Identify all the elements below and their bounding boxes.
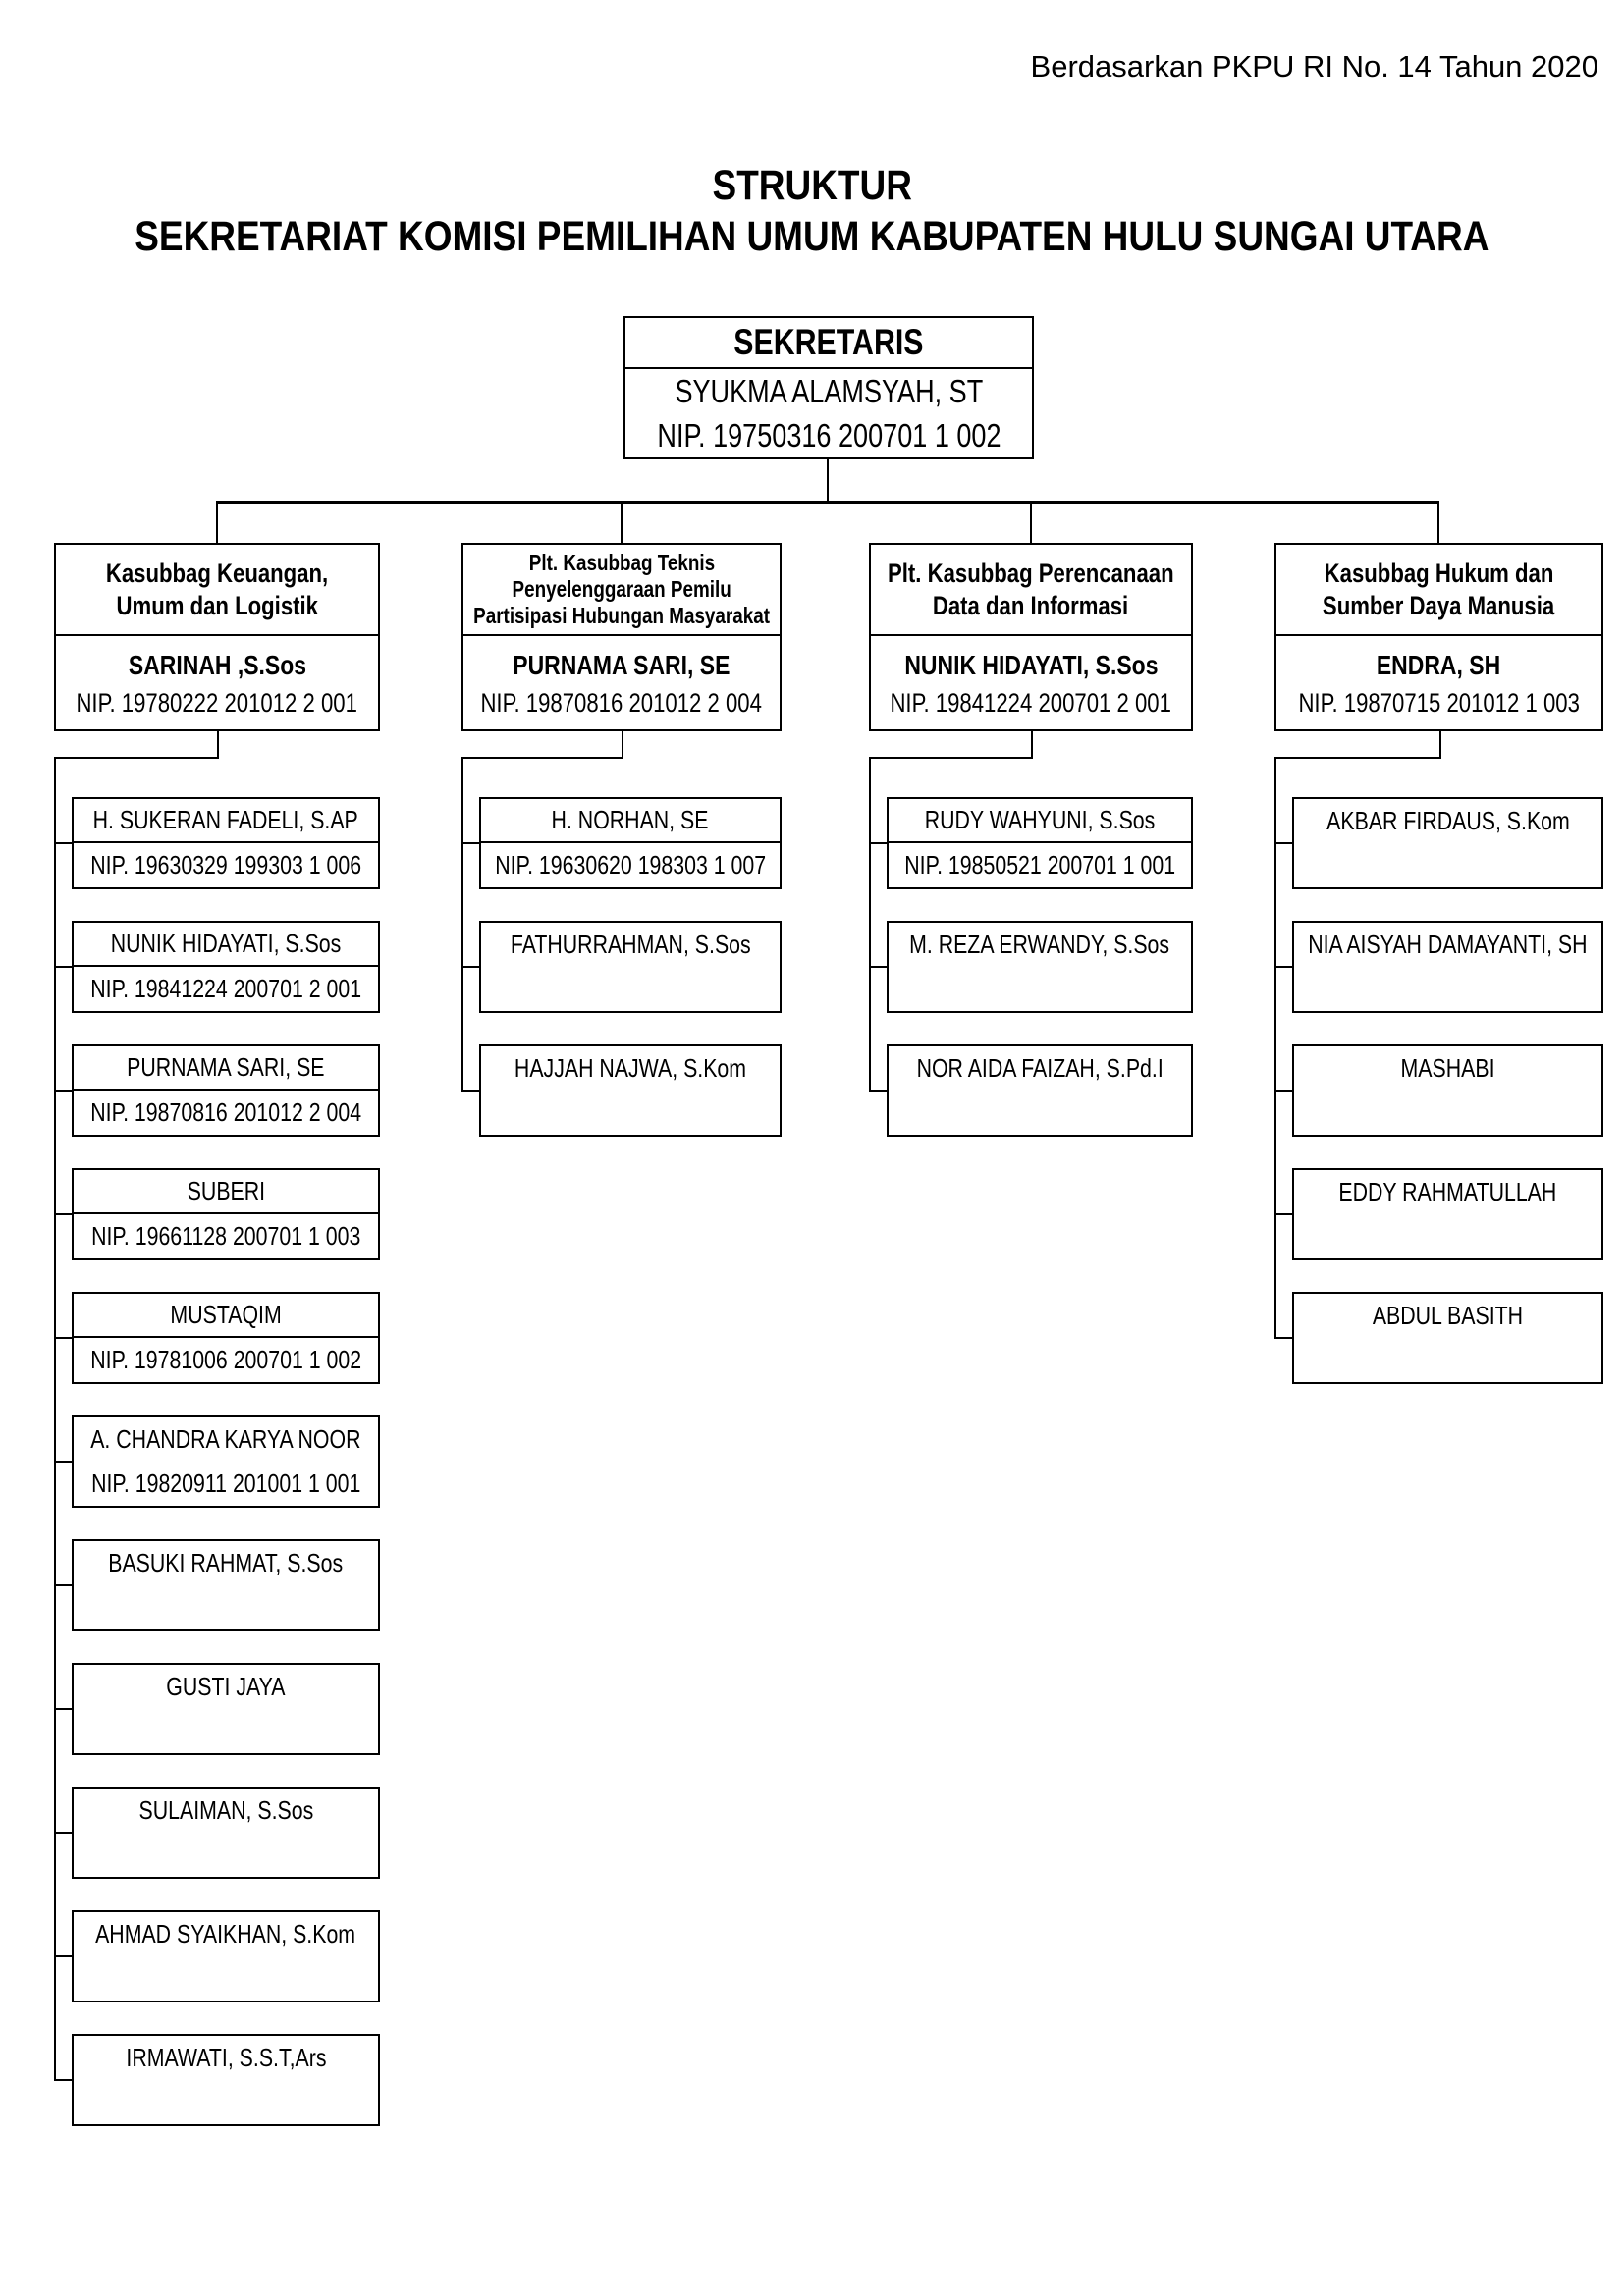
division-title [1276,545,1601,636]
staff-box [72,797,380,889]
staff-name: ABDUL BASITH [1372,1301,1524,1330]
staff-box [1292,1044,1603,1137]
staff-nip [74,1585,378,1629]
division-head-box-hukum [1274,543,1603,731]
staff-nip [74,1833,378,1877]
staff-box [72,1044,380,1137]
division-title-line: Plt. Kasubbag Teknis [528,550,715,575]
connector-head-drop-2 [621,504,623,543]
division-column-perencanaan [869,543,1193,1137]
staff-nip: NIP. 19820911 201001 1 001 [90,1468,361,1498]
staff-box [887,1044,1193,1137]
staff-nip [74,2080,378,2124]
staff-name: H. SUKERAN FADELI, S.AP [74,799,378,843]
staff-box [479,921,782,1013]
page-title-line-2: SEKRETARIAT KOMISI PEMILIHAN UMUM KABUPATEN HULU SUNGAI UTARA [135,213,1489,260]
staff-nip [481,967,780,1011]
division-title-line: Plt. Kasubbag Perencanaan [888,558,1174,588]
connector-head-drop-4 [1437,504,1439,543]
regulation-annotation: Berdasarkan PKPU RI No. 14 Tahun 2020 [1030,49,1598,83]
staff-name: MUSTAQIM [74,1294,378,1338]
head-nip: NIP. 19841224 200701 2 001 [890,687,1172,718]
staff-name: MASHABI [1400,1053,1495,1083]
staff-nip: NIP. 19841224 200701 2 001 [90,974,361,1003]
staff-nip [889,967,1191,1011]
staff-name: RUDY WAHYUNI, S.Sos [889,799,1191,843]
staff-name: HAJJAH NAJWA, S.Kom [514,1053,747,1083]
division-title [871,545,1191,636]
staff-nip: NIP. 19630620 198303 1 007 [495,850,766,880]
sekretaris-title: SEKRETARIS [625,318,1032,369]
staff-nip [74,1956,378,2001]
division-head-box-keuangan [54,543,380,731]
sekretaris-box [623,316,1034,459]
division-title [463,545,780,636]
staff-name: NOR AIDA FAIZAH, S.Pd.I [916,1053,1164,1083]
staff-name: EDDY RAHMATULLAH [1338,1177,1557,1206]
staff-name: H. NORHAN, SE [481,799,780,843]
staff-box [72,1910,380,2002]
page-title-line-1: STRUKTUR [712,162,912,209]
page-title [0,160,1624,262]
head-name: PURNAMA SARI, SE [513,649,731,680]
staff-name: GUSTI JAYA [166,1672,286,1701]
staff-name: NIA AISYAH DAMAYANTI, SH [1308,930,1588,959]
division-head-person [463,636,780,729]
head-name: NUNIK HIDAYATI, S.Sos [903,649,1159,680]
staff-name: AHMAD SYAIKHAN, S.Kom [95,1919,356,1949]
sekretaris-name: SYUKMA ALAMSYAH, ST [675,372,983,409]
connector-elbow [869,731,1193,759]
staff-nip [1294,843,1601,887]
staff-nip: NIP. 19781006 200701 1 002 [90,1345,361,1374]
staff-nip [1294,1091,1601,1135]
division-title-line: Penyelenggaraan Pemilu [512,576,731,602]
staff-box [72,1415,380,1508]
head-nip: NIP. 19870816 201012 2 004 [480,687,763,718]
staff-nip [74,1709,378,1753]
head-nip: NIP. 19780222 201012 2 001 [76,687,358,718]
staff-box [1292,1168,1603,1260]
sekretaris-nip: NIP. 19750316 200701 1 002 [656,416,1001,454]
staff-name: FATHURRAHMAN, S.Sos [510,930,751,959]
connector-elbow [461,731,782,759]
division-title-line: Partisipasi Hubungan Masyarakat [473,603,770,628]
staff-box [72,1787,380,1879]
connector-head-drop-1 [216,504,218,543]
division-column-keuangan [54,543,380,2126]
connector-root-drop [827,457,829,503]
staff-box [72,1168,380,1260]
head-name: SARINAH ,S.Sos [128,649,306,680]
staff-box [479,797,782,889]
staff-box [1292,1292,1603,1384]
staff-name: M. REZA ERWANDY, S.Sos [909,930,1170,959]
division-head-box-teknis [461,543,782,731]
staff-nip [889,1091,1191,1135]
connector-main-horizontal [216,501,1439,504]
connector-elbow [1274,731,1603,759]
staff-box [479,1044,782,1137]
staff-name: PURNAMA SARI, SE [74,1046,378,1091]
division-column-teknis [461,543,782,1137]
connector-elbow [54,731,380,759]
staff-name: NUNIK HIDAYATI, S.Sos [74,923,378,967]
staff-nip: NIP. 19850521 200701 1 001 [904,850,1175,880]
staff-box [72,2034,380,2126]
staff-nip: NIP. 19870816 201012 2 004 [90,1097,361,1127]
staff-nip [1294,967,1601,1011]
division-column-hukum [1274,543,1603,1384]
staff-box [1292,921,1603,1013]
connector-head-drop-3 [1030,504,1032,543]
staff-box [72,1292,380,1384]
staff-box [72,1539,380,1631]
connector-rail [461,759,463,1091]
division-title-line: Umum dan Logistik [116,590,318,620]
staff-nip [1294,1214,1601,1258]
staff-nip [481,1091,780,1135]
connector-rail [54,759,56,2080]
division-title-line: Kasubbag Hukum dan [1324,558,1554,588]
division-head-box-perencanaan [869,543,1193,731]
staff-name: SUBERI [74,1170,378,1214]
staff-name: BASUKI RAHMAT, S.Sos [108,1548,344,1577]
staff-name: IRMAWATI, S.S.T,Ars [125,2043,327,2072]
head-nip: NIP. 19870715 201012 1 003 [1298,687,1580,718]
staff-box [72,921,380,1013]
staff-box [72,1663,380,1755]
staff-name: AKBAR FIRDAUS, S.Kom [1326,806,1570,835]
connector-rail [1274,759,1276,1338]
division-head-person [1276,636,1601,729]
staff-nip: NIP. 19661128 200701 1 003 [90,1221,361,1251]
division-title [56,545,378,636]
connector-rail [869,759,871,1091]
staff-name: A. CHANDRA KARYA NOOR [90,1424,361,1454]
division-title-line: Kasubbag Keuangan, [105,558,329,588]
division-title-line: Sumber Daya Manusia [1323,590,1555,620]
staff-box [887,921,1193,1013]
staff-nip [1294,1338,1601,1382]
staff-box [1292,797,1603,889]
staff-name: SULAIMAN, S.Sos [138,1795,313,1825]
division-title-line: Data dan Informasi [933,590,1129,620]
staff-box [887,797,1193,889]
division-head-person [871,636,1191,729]
division-head-person [56,636,378,729]
staff-nip: NIP. 19630329 199303 1 006 [90,850,361,880]
head-name: ENDRA, SH [1377,649,1501,680]
